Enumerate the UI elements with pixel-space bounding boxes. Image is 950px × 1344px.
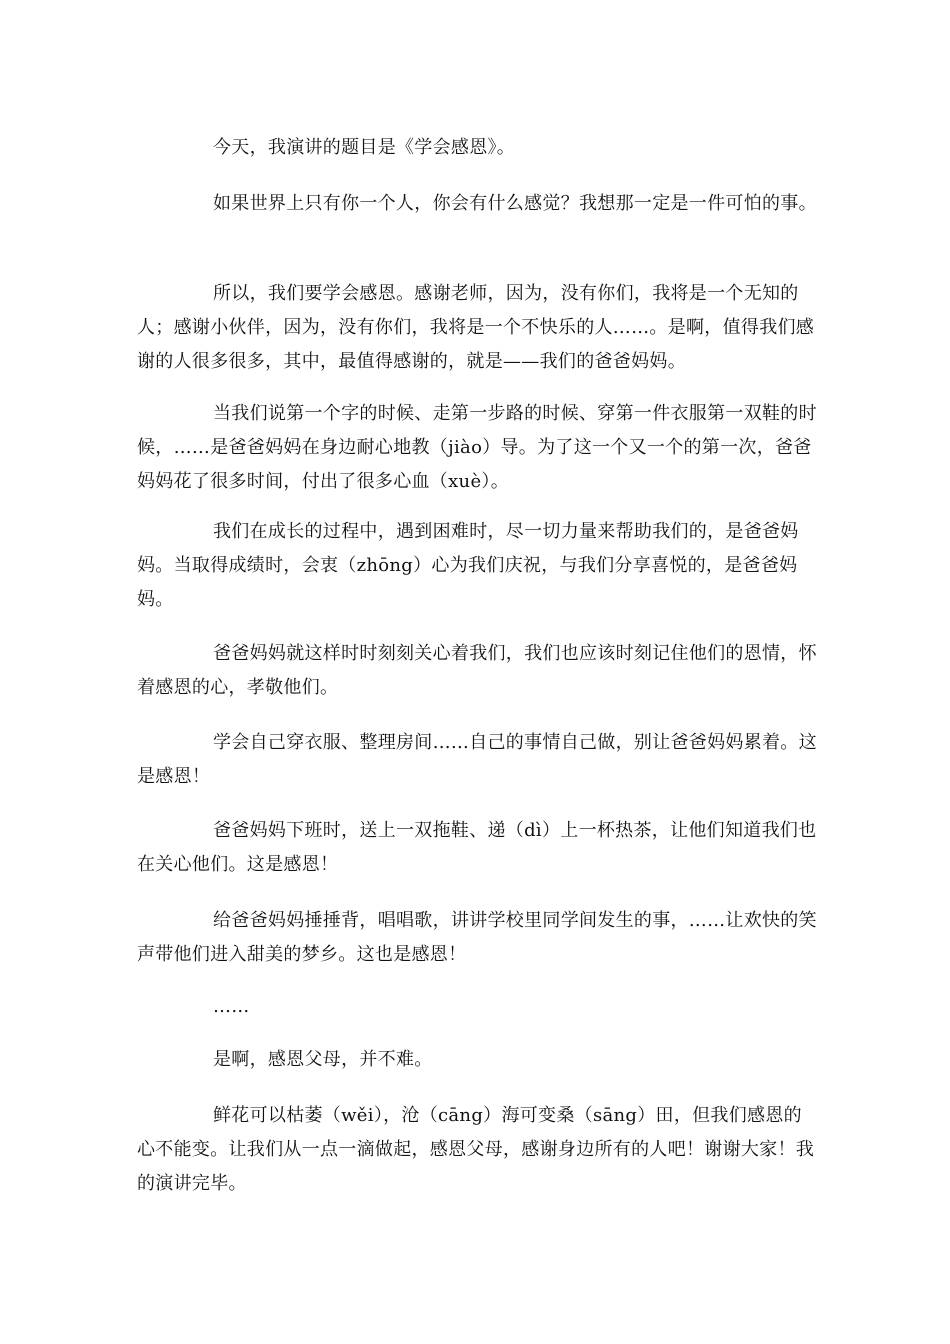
paragraph-1: 今天，我演讲的题目是《学会感恩》。 — [213, 137, 516, 158]
paragraph-8: 爸爸妈妈下班时，送上一双拖鞋、递（dì）上一杯热茶，让他们知道我们也在关心他们。这是感恩！ — [137, 820, 817, 875]
paragraph-6: 爸爸妈妈就这样时时刻刻关心着我们，我们也应该时刻记住他们的恩情，怀着感恩的心，孝敬他们。 — [137, 643, 817, 698]
paragraph-9: 给爸爸妈妈捶捶背，唱唱歌，讲讲学校里同学间发生的事，……让欢快的笑声带他们进入甜美的梦乡。这也是感恩！ — [137, 910, 817, 965]
paragraph-2: 如果世界上只有你一个人，你会有什么感觉？我想那一定是一件可怕的事。 — [213, 193, 817, 214]
paragraph-4: 当我们说第一个字的时候、走第一步路的时候、穿第一件衣服第一双鞋的时候，……是爸爸妈妈在身边耐心地教（jiào）导。为了这一个又一个的第一次，爸爸妈妈花了很多时间，付出了很多心血（xuè）。 — [137, 403, 817, 492]
paragraph-7: 学会自己穿衣服、整理房间……自己的事情自己做，别让爸爸妈妈累着。这是感恩！ — [137, 732, 817, 787]
paragraph-10: …… — [213, 996, 250, 1017]
paragraph-3: 所以，我们要学会感恩。感谢老师，因为，没有你们，我将是一个无知的人；感谢小伙伴，因为，没有你们，我将是一个不快乐的人……。是啊，值得我们感谢的人很多很多，其中，最值得感谢的，就是——我们的爸爸妈妈。 — [137, 283, 815, 372]
paragraph-12: 鲜花可以枯萎（wěi），沧（cāng）海可变桑（sāng）田，但我们感恩的心不能变。让我们从一点一滴做起，感恩父母，感谢身边所有的人吧！谢谢大家！我的演讲完毕。 — [137, 1105, 815, 1194]
paragraph-5: 我们在成长的过程中，遇到困难时，尽一切力量来帮助我们的，是爸爸妈妈。当取得成绩时，会衷（zhōng）心为我们庆祝，与我们分享喜悦的，是爸爸妈妈。 — [137, 521, 799, 610]
paragraph-11: 是啊，感恩父母，并不难。 — [213, 1049, 433, 1070]
